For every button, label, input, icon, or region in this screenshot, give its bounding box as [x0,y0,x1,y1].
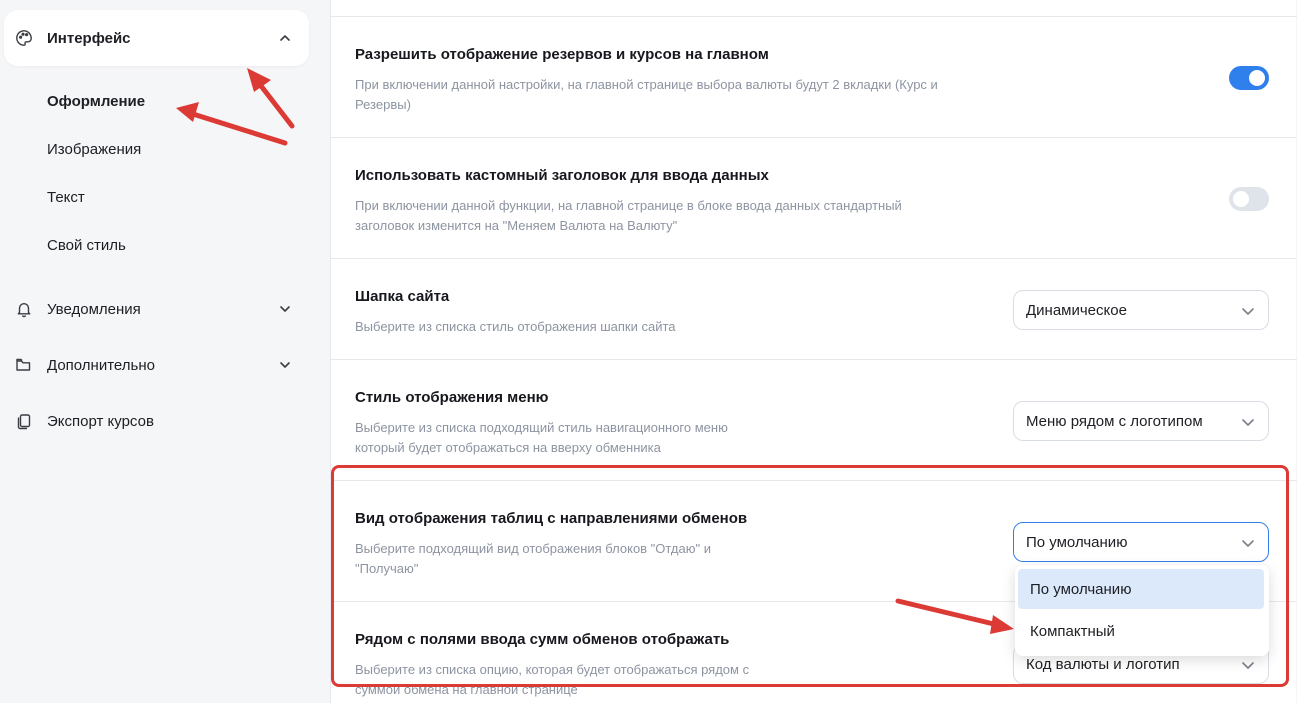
settings-panel [330,0,1296,703]
select-value: Код валюты и логотип [1026,656,1180,673]
setting-title: Шапка сайта [355,288,450,305]
nav-group-export-rates-label: Экспорт курсов [47,412,154,430]
nav-group-interface-label: Интерфейс [47,29,131,47]
sidebar-item-appearance[interactable]: Оформление [47,93,146,110]
dropdown-option-label: По умолчанию [1030,581,1132,598]
setting-description-line: который будет отображаться на вверху обменника [355,440,661,455]
copy-icon [14,411,34,431]
chevron-down-icon [277,301,293,317]
select-value: Динамическое [1026,302,1127,319]
setting-description-line: Выберите из списка стиль отображения шапки сайта [355,319,676,334]
bell-icon [14,299,34,319]
setting-description-line: Выберите из списка подходящий стиль навигационного меню [355,420,728,435]
setting-description-line: Выберите из списка опцию, которая будет отображаться рядом с [355,662,750,677]
setting-title: Вид отображения таблиц с направлениями обменов [355,510,748,527]
setting-description-line: При включении данной функции, на главной странице в блоке ввода данных стандартный [355,198,902,213]
settings-row-top [331,0,1297,17]
select-value: По умолчанию [1026,534,1128,551]
setting-title: Стиль отображения меню [355,389,549,406]
sidebar-item-images[interactable]: Изображения [47,141,142,158]
settings-row-site-header [331,259,1297,360]
setting-title: Рядом с полями ввода сумм обменов отображать [355,631,730,648]
settings-row-reserves [331,17,1297,138]
settings-row-menu-style [331,360,1297,481]
nav-group-additional[interactable] [4,337,309,393]
reserves-toggle[interactable] [1229,66,1269,90]
setting-description-line: суммой обмена на главной странице [355,682,578,697]
setting-description-line: Резервы) [355,97,411,112]
nav-group-additional-label: Дополнительно [47,356,155,374]
settings-row-custom-header [331,138,1297,259]
select-value: Меню рядом с логотипом [1026,413,1203,430]
palette-icon [14,28,34,48]
setting-description-line: "Получаю" [355,561,419,576]
chevron-down-icon [1240,535,1256,551]
nav-group-notifications-label: Уведомления [47,300,141,318]
chevron-down-icon [1240,414,1256,430]
setting-description-line: При включении данной настройки, на главной странице выбора валюты будут 2 вкладки (Курс и [355,77,938,92]
chevron-down-icon [1240,303,1256,319]
setting-title: Разрешить отображение резервов и курсов на главном [355,46,769,63]
custom-header-toggle[interactable] [1229,187,1269,211]
settings-sidebar [0,0,330,703]
setting-description-line: заголовок изменится на "Меняем Валюта на Валюту" [355,218,678,233]
setting-description-line: Выберите подходящий вид отображения блоков "Отдаю" и [355,541,711,556]
setting-title: Использовать кастомный заголовок для ввода данных [355,167,769,184]
site-header-select[interactable] [1013,290,1269,330]
toggle-knob [1233,191,1249,207]
sidebar-item-text[interactable]: Текст [47,189,85,206]
nav-group-export-rates[interactable] [4,393,309,449]
nav-group-interface[interactable] [4,10,309,66]
chevron-down-icon [1240,657,1256,673]
table-view-dropdown-menu [1015,565,1269,656]
dropdown-option-default[interactable] [1018,569,1264,609]
table-view-select[interactable] [1013,522,1269,562]
menu-style-select[interactable] [1013,401,1269,441]
chevron-down-icon [277,357,293,373]
chevron-up-icon [277,30,293,46]
folder-icon [14,355,34,375]
nav-group-notifications[interactable] [4,281,309,337]
sidebar-item-custom-style[interactable]: Свой стиль [47,237,126,254]
dropdown-option-label: Компактный [1030,623,1115,640]
dropdown-option-compact[interactable] [1018,611,1264,651]
toggle-knob [1249,70,1265,86]
